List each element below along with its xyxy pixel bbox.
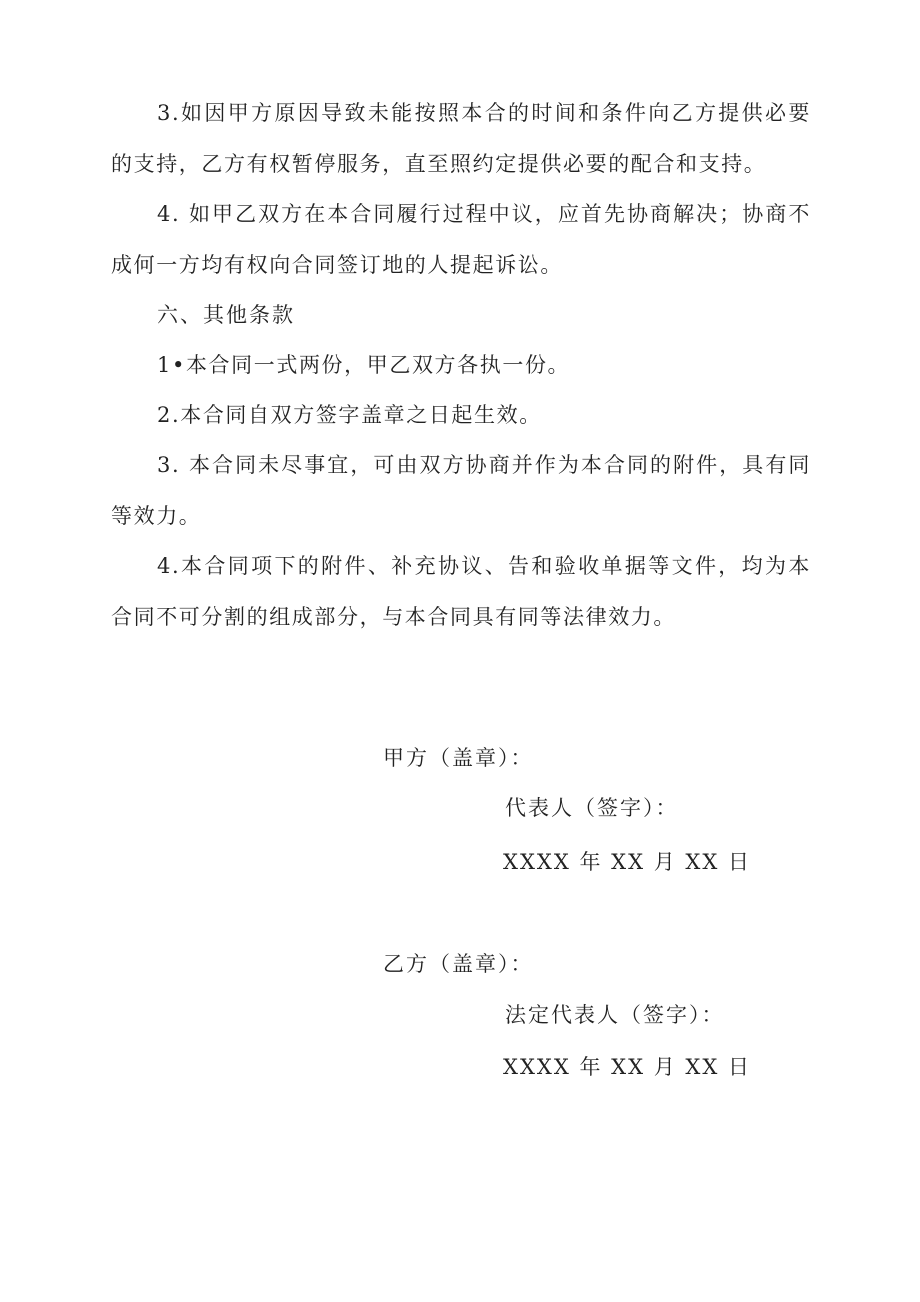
clause-6-2: 2.本合同自双方签字盖章之日起生效。 <box>157 403 542 427</box>
party-a-date: XXXX 年 XX 月 XX 日 <box>503 850 751 874</box>
clause-5-3: 3.如因甲方原因导致未能按照本合的时间和条件向乙方提供必要的支持，乙方有权暂停服务，直至照约定提供必要的配合和支持。 <box>111 101 811 176</box>
party-a-representative-label: 代表人（签字）： <box>505 796 679 820</box>
party-b-date: XXXX 年 XX 月 XX 日 <box>503 1055 751 1079</box>
clause-6-4: 4.本合同项下的附件、补充协议、告和验收单据等文件，均为本合同不可分割的组成部分，与本合同具有同等法律效力。 <box>111 554 811 629</box>
section-6-heading: 六、其他条款 <box>157 303 295 327</box>
party-b-representative-label: 法定代表人（签字）： <box>505 1003 725 1027</box>
party-b-seal-label: 乙方（盖章）： <box>383 952 534 976</box>
clause-5-4: 4. 如甲乙双方在本合同履行过程中议，应首先协商解决；协商不成何一方均有权向合同签订地的人提起诉讼。 <box>111 202 811 277</box>
clause-6-1: 1•本合同一式两份，甲乙双方各执一份。 <box>157 353 571 377</box>
party-a-seal-label: 甲方（盖章）： <box>383 746 534 770</box>
clause-6-3: 3. 本合同未尽事宜，可由双方协商并作为本合同的附件，具有同等效力。 <box>111 453 811 528</box>
